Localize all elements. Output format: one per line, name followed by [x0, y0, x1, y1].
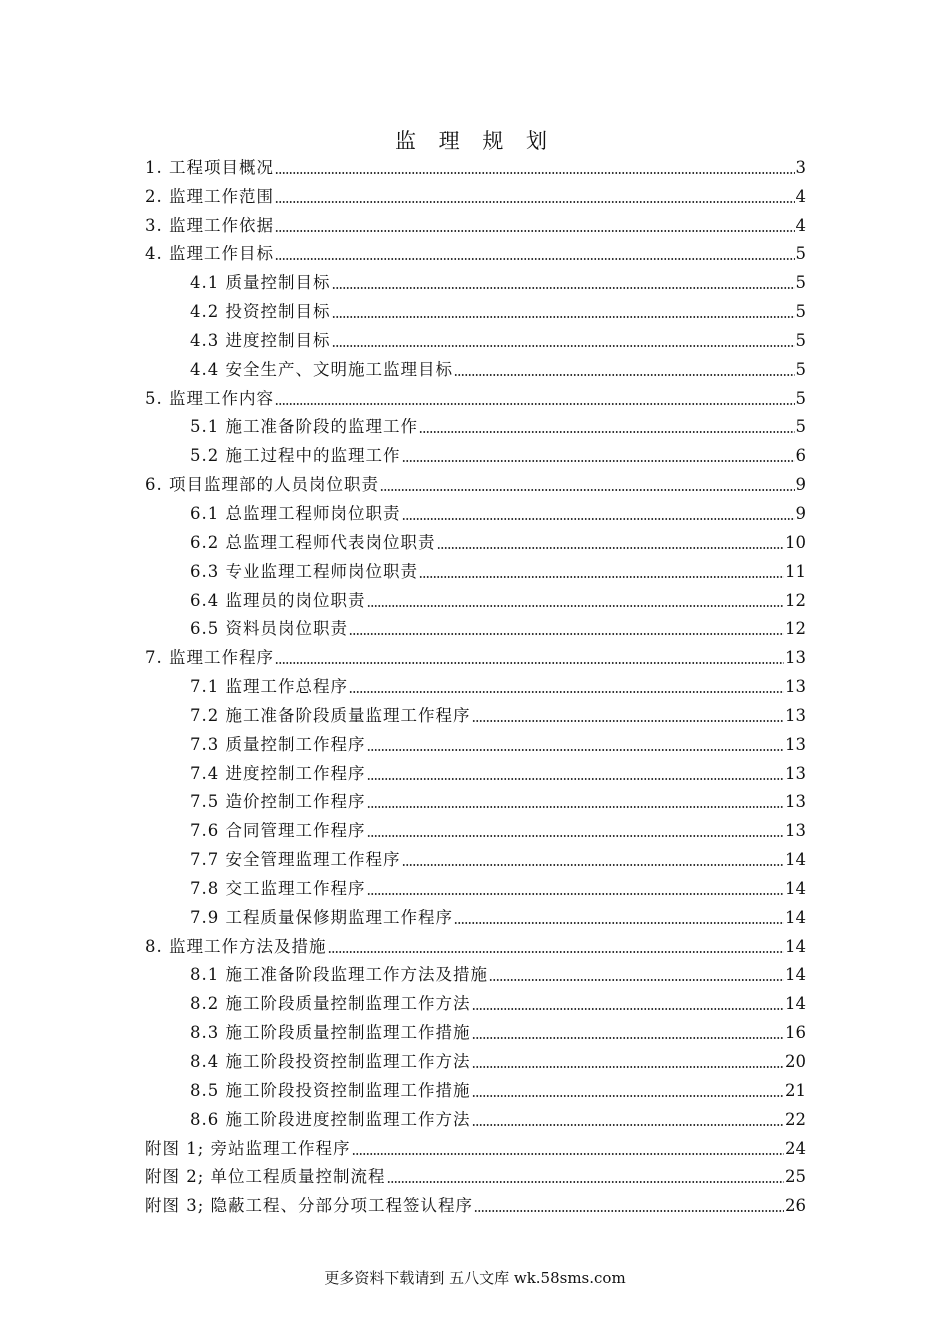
toc-entry-page-number: 5	[795, 388, 806, 408]
toc-dot-leader	[387, 1180, 784, 1184]
toc-dot-leader	[275, 229, 795, 233]
toc-entry-label: 6.3 专业监理工程师岗位职责	[190, 561, 418, 581]
toc-entry-page-number: 26	[785, 1196, 806, 1216]
toc-entry-page-number: 5	[795, 359, 806, 379]
toc-dot-leader	[454, 373, 795, 377]
toc-entry[interactable]	[145, 759, 806, 788]
toc-dot-leader	[349, 632, 784, 636]
toc-dot-leader	[472, 1036, 785, 1040]
toc-entry-label: 6. 项目监理部的人员岗位职责	[145, 475, 379, 495]
toc-entry-label: 7.2 施工准备阶段质量监理工作程序	[190, 705, 471, 725]
toc-entry-label: 附图 2; 单位工程质量控制流程	[145, 1167, 386, 1187]
toc-entry-page-number: 6	[795, 446, 806, 466]
toc-entry-page-number: 25	[785, 1167, 806, 1187]
toc-entry-label: 3. 监理工作依据	[145, 215, 274, 235]
toc-dot-leader	[472, 1065, 785, 1069]
toc-entry[interactable]	[145, 182, 806, 211]
toc-entry-page-number: 20	[785, 1052, 806, 1071]
toc-entry[interactable]	[145, 528, 806, 557]
toc-entry[interactable]	[145, 1134, 806, 1163]
toc-entry-page-number: 14	[785, 965, 806, 985]
toc-entry-page-number: 11	[785, 561, 806, 581]
toc-entry[interactable]	[145, 845, 806, 874]
toc-entry[interactable]	[145, 672, 806, 701]
toc-entry-page-number: 13	[785, 734, 806, 754]
toc-entry[interactable]	[145, 903, 806, 932]
toc-dot-leader	[367, 805, 785, 809]
toc-entry-label: 7.7 安全管理监理工作程序	[190, 850, 401, 870]
toc-entry[interactable]	[145, 297, 806, 326]
toc-entry-label: 4.4 安全生产、文明施工监理目标	[190, 359, 453, 379]
toc-entry-label: 4.1 质量控制目标	[190, 273, 331, 293]
toc-entry[interactable]	[145, 989, 806, 1018]
toc-entry-label: 6.2 总监理工程师代表岗位职责	[190, 532, 436, 552]
toc-entry-page-number: 14	[785, 994, 806, 1014]
toc-entry[interactable]	[145, 499, 806, 528]
toc-dot-leader	[332, 344, 795, 348]
toc-entry-page-number: 13	[785, 677, 806, 697]
toc-entry[interactable]	[145, 816, 806, 845]
toc-entry-label: 4.3 进度控制目标	[190, 330, 331, 350]
toc-entry[interactable]	[145, 586, 806, 615]
toc-entry[interactable]	[145, 268, 806, 297]
toc-dot-leader	[472, 1007, 785, 1011]
toc-dot-leader	[367, 748, 785, 752]
toc-entry-page-number: 12	[785, 619, 806, 639]
toc-dot-leader	[454, 921, 784, 925]
toc-entry-label: 6.1 总监理工程师岗位职责	[190, 503, 401, 523]
toc-entry-label: 7. 监理工作程序	[145, 648, 274, 668]
page-footer: 更多资料下载请到 五八文库 wk.58sms.com	[324, 1269, 626, 1287]
toc-entry[interactable]	[145, 557, 806, 586]
toc-entry[interactable]	[145, 211, 806, 240]
toc-entry-label: 7.6 合同管理工作程序	[190, 821, 366, 841]
toc-dot-leader	[419, 575, 784, 579]
toc-dot-leader	[419, 430, 795, 434]
toc-entry[interactable]	[145, 240, 806, 269]
toc-entry[interactable]	[145, 1163, 806, 1192]
toc-dot-leader	[275, 402, 795, 406]
toc-entry[interactable]	[145, 1076, 806, 1105]
toc-entry-page-number: 13	[785, 792, 806, 812]
toc-entry-label: 6.4 监理员的岗位职责	[190, 590, 366, 610]
toc-dot-leader	[474, 1209, 784, 1213]
toc-entry-page-number: 5	[795, 244, 806, 264]
toc-entry[interactable]	[145, 701, 806, 730]
toc-entry[interactable]	[145, 441, 806, 470]
toc-entry-label: 7.5 造价控制工作程序	[190, 792, 366, 812]
toc-entry[interactable]	[145, 384, 806, 413]
toc-entry-label: 5.1 施工准备阶段的监理工作	[190, 417, 418, 437]
toc-entry[interactable]	[145, 643, 806, 672]
toc-entry-label: 8.3 施工阶段质量控制监理工作措施	[190, 1023, 471, 1043]
toc-entry[interactable]	[145, 932, 806, 961]
toc-dot-leader	[332, 315, 795, 319]
toc-entry-label: 8.5 施工阶段投资控制监理工作措施	[190, 1080, 471, 1100]
toc-dot-leader	[332, 286, 795, 290]
toc-entry-page-number: 9	[795, 475, 806, 495]
toc-entry-page-number: 14	[785, 907, 806, 927]
toc-entry-label: 4.2 投资控制目标	[190, 302, 331, 322]
toc-entry-page-number: 4	[795, 186, 806, 206]
toc-dot-leader	[275, 257, 795, 261]
toc-entry-page-number: 13	[785, 705, 806, 725]
toc-dot-leader	[472, 719, 785, 723]
toc-entry-page-number: 10	[785, 532, 806, 552]
toc-entry[interactable]	[145, 961, 806, 990]
toc-entry-label: 8. 监理工作方法及措施	[145, 936, 327, 956]
toc-entry-page-number: 4	[795, 215, 806, 235]
toc-entry[interactable]	[145, 788, 806, 817]
toc-entry[interactable]	[145, 730, 806, 759]
toc-dot-leader	[380, 488, 795, 492]
table-of-contents	[145, 153, 806, 1220]
toc-entry-label: 6.5 资料员岗位职责	[190, 619, 348, 639]
toc-entry-page-number: 5	[795, 302, 806, 322]
toc-dot-leader	[472, 1094, 785, 1098]
toc-entry-page-number: 5	[795, 273, 806, 293]
toc-dot-leader	[367, 604, 785, 608]
toc-dot-leader	[328, 950, 785, 954]
toc-entry-page-number: 5	[795, 330, 806, 350]
toc-dot-leader	[352, 1152, 784, 1156]
toc-entry[interactable]	[145, 1191, 806, 1220]
toc-entry-page-number: 14	[785, 878, 806, 898]
toc-entry-label: 4. 监理工作目标	[145, 244, 274, 264]
toc-entry-label: 7.3 质量控制工作程序	[190, 734, 366, 754]
toc-dot-leader	[275, 171, 795, 175]
toc-entry-page-number: 13	[785, 648, 806, 668]
toc-entry-page-number: 14	[785, 850, 806, 870]
toc-entry-page-number: 24	[785, 1138, 806, 1158]
toc-entry-page-number: 5	[795, 417, 806, 437]
toc-entry[interactable]	[145, 153, 806, 182]
toc-entry-page-number: 22	[785, 1109, 806, 1129]
toc-entry-label: 7.9 工程质量保修期监理工作程序	[190, 907, 453, 927]
toc-entry[interactable]	[145, 615, 806, 644]
toc-entry-page-number: 9	[795, 503, 806, 523]
toc-entry-label: 7.8 交工监理工作程序	[190, 878, 366, 898]
toc-entry-label: 附图 3; 隐蔽工程、分部分项工程签认程序	[145, 1196, 474, 1216]
toc-entry-label: 7.4 进度控制工作程序	[190, 763, 366, 783]
toc-entry-label: 5.2 施工过程中的监理工作	[190, 446, 401, 466]
toc-entry[interactable]	[145, 1105, 806, 1134]
toc-entry-page-number: 12	[785, 590, 806, 610]
toc-entry-label: 7.1 监理工作总程序	[190, 677, 348, 697]
toc-dot-leader	[367, 777, 785, 781]
toc-dot-leader	[489, 978, 784, 982]
toc-dot-leader	[275, 200, 795, 204]
toc-dot-leader	[402, 459, 795, 463]
toc-entry-page-number: 21	[785, 1080, 806, 1100]
toc-entry[interactable]	[145, 1018, 806, 1047]
toc-dot-leader	[367, 892, 785, 896]
toc-entry-label: 5. 监理工作内容	[145, 388, 274, 408]
toc-dot-leader	[402, 517, 795, 521]
toc-entry[interactable]	[145, 1047, 806, 1076]
toc-entry[interactable]	[145, 470, 806, 499]
toc-entry[interactable]	[145, 355, 806, 384]
toc-dot-leader	[275, 661, 784, 665]
page-title: 监 理 规 划	[394, 129, 556, 153]
toc-dot-leader	[349, 690, 784, 694]
toc-entry[interactable]	[145, 874, 806, 903]
toc-entry-label: 1. 工程项目概况	[145, 157, 274, 177]
toc-entry-label: 2. 监理工作范围	[145, 186, 274, 206]
toc-entry[interactable]	[145, 326, 806, 355]
toc-dot-leader	[402, 863, 785, 867]
toc-entry[interactable]	[145, 413, 806, 442]
toc-entry-label: 8.4 施工阶段投资控制监理工作方法	[190, 1052, 471, 1071]
toc-entry-page-number: 3	[795, 157, 806, 177]
toc-entry-page-number: 13	[785, 821, 806, 841]
toc-entry-page-number: 13	[785, 763, 806, 783]
toc-dot-leader	[472, 1123, 785, 1127]
toc-entry-label: 8.2 施工阶段质量控制监理工作方法	[190, 994, 471, 1014]
toc-entry-label: 8.1 施工准备阶段监理工作方法及措施	[190, 965, 488, 985]
toc-dot-leader	[437, 546, 785, 550]
toc-entry-label: 8.6 施工阶段进度控制监理工作方法	[190, 1109, 471, 1129]
toc-dot-leader	[367, 834, 785, 838]
toc-entry-label: 附图 1; 旁站监理工作程序	[145, 1138, 351, 1158]
toc-entry-page-number: 16	[785, 1023, 806, 1043]
toc-entry-page-number: 14	[785, 936, 806, 956]
